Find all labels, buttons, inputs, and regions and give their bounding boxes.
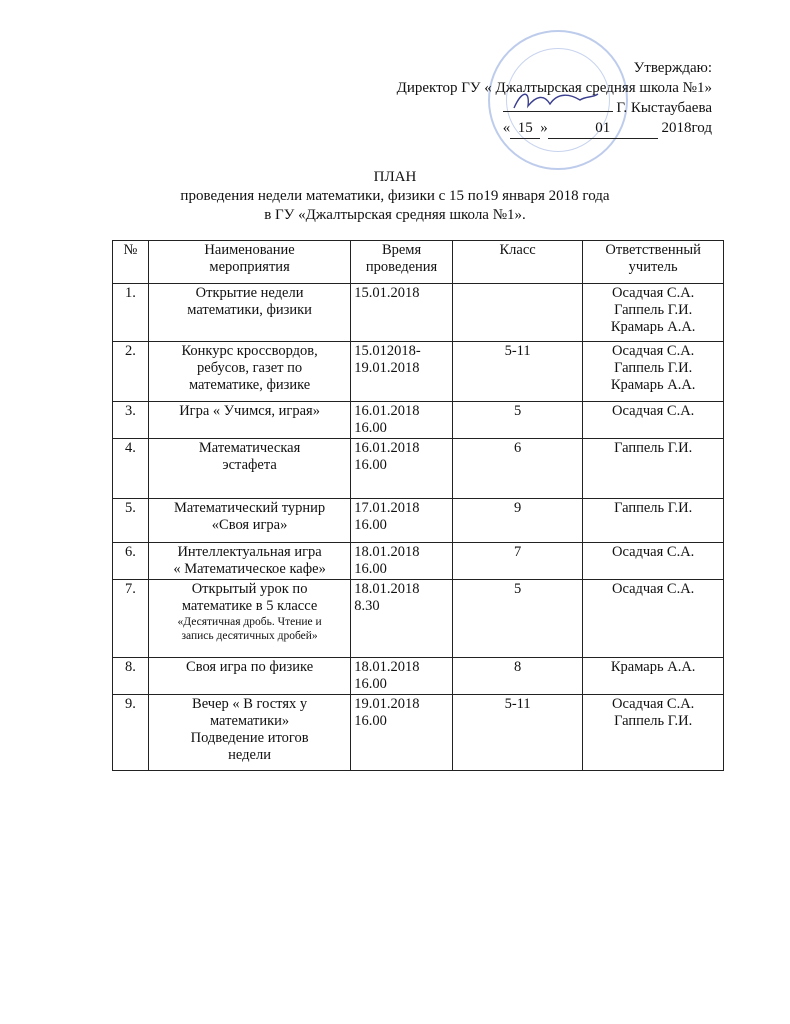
row-event-text: Вечер « В гостях у математики» Подведение итогов недели [190, 696, 309, 763]
title-plan: ПЛАН [373, 169, 417, 185]
row-number-text: 4. [125, 440, 136, 456]
row-teacher-text: Осадчая С.А. Гаппель Г.И. Крамарь А.А. [610, 343, 696, 393]
date-quote-open: « [502, 120, 511, 136]
row-class-text: 5-11 [504, 696, 531, 712]
row-teacher-text: Осадчая С.А. Гаппель Г.И. Крамарь А.А. [610, 285, 696, 335]
row-teacher [583, 284, 724, 342]
row-class [452, 695, 582, 771]
row-number-text: 8. [125, 659, 136, 675]
row-class [452, 402, 582, 439]
row-time-text: 19.01.2018 16.00 [354, 696, 420, 729]
row-time [351, 284, 453, 342]
row-time [351, 402, 453, 439]
table-row [113, 543, 724, 580]
title-subtitle: проведения недели математики, физики с 15 по19 января 2018 года [180, 188, 610, 204]
row-number-text: 2. [125, 343, 136, 359]
row-time [351, 342, 453, 402]
row-event [148, 658, 350, 695]
row-event-text: Игра « Учимся, играя» [179, 403, 320, 419]
row-class-text: 8 [513, 659, 522, 675]
row-time-text: 15.012018- 19.01.2018 [354, 343, 421, 376]
row-event-text: Интеллектуальная игра « Математическое кафе» [173, 544, 326, 577]
row-number [113, 658, 149, 695]
row-time-text: 16.01.2018 16.00 [354, 403, 420, 436]
row-teacher [583, 342, 724, 402]
row-number [113, 402, 149, 439]
approval-block [397, 58, 712, 139]
row-time [351, 439, 453, 499]
row-teacher [583, 543, 724, 580]
row-time [351, 580, 453, 658]
row-event-text: Открытый урок по математике в 5 классе [181, 581, 318, 614]
row-teacher-text: Гаппель Г.И. [614, 500, 693, 516]
row-teacher [583, 402, 724, 439]
approval-date [397, 118, 712, 139]
row-time-text: 18.01.2018 16.00 [354, 544, 420, 577]
approval-title: Утверждаю: [633, 60, 712, 76]
table-row [113, 658, 724, 695]
row-time-text: 18.01.2018 8.30 [354, 581, 420, 614]
table-header-row [113, 241, 724, 284]
row-number-text: 1. [125, 285, 136, 301]
date-month: 01 [548, 118, 658, 139]
row-time-text: 17.01.2018 16.00 [354, 500, 420, 533]
row-event-text: Математический турнир «Своя игра» [174, 500, 326, 533]
date-year: 2018год [661, 120, 712, 136]
row-class [452, 439, 582, 499]
row-number [113, 543, 149, 580]
row-time-text: 18.01.2018 16.00 [354, 659, 420, 692]
header-event: Наименование мероприятия [148, 241, 350, 284]
row-teacher [583, 658, 724, 695]
row-time [351, 499, 453, 543]
row-event [148, 580, 350, 658]
title-school: в ГУ «Джалтырская средняя школа №1». [264, 207, 526, 223]
row-time-text: 16.01.2018 16.00 [354, 440, 420, 473]
header-time: Время проведения [351, 241, 453, 284]
signature-underline [503, 111, 613, 112]
row-class [452, 499, 582, 543]
document-title [0, 168, 790, 225]
table-row [113, 499, 724, 543]
row-event-text: Конкурс кроссвордов, ребусов, газет по математике, физике [181, 343, 318, 393]
row-number [113, 499, 149, 543]
row-event [148, 695, 350, 771]
row-teacher [583, 580, 724, 658]
row-time [351, 543, 453, 580]
row-number [113, 580, 149, 658]
row-class [452, 543, 582, 580]
row-number-text: 6. [125, 544, 136, 560]
row-teacher [583, 695, 724, 771]
row-number-text: 5. [125, 500, 136, 516]
row-number [113, 695, 149, 771]
row-teacher [583, 499, 724, 543]
row-number-text: 9. [125, 696, 136, 712]
row-time [351, 695, 453, 771]
row-class-text: 5-11 [504, 343, 531, 359]
row-number [113, 342, 149, 402]
row-number [113, 284, 149, 342]
header-teacher: Ответственный учитель [583, 241, 724, 284]
row-class [452, 580, 582, 658]
row-teacher-text: Осадчая С.А. [611, 581, 695, 597]
events-table [112, 240, 724, 771]
row-teacher-text: Осадчая С.А. [611, 544, 695, 560]
header-class: Класс [452, 241, 582, 284]
row-event [148, 402, 350, 439]
row-event [148, 284, 350, 342]
row-number-text: 7. [125, 581, 136, 597]
row-event [148, 543, 350, 580]
row-teacher-text: Осадчая С.А. [611, 403, 695, 419]
row-class [452, 284, 582, 342]
table-row [113, 695, 724, 771]
row-event-note: «Десятичная дробь. Чтение и запись десятичных дробей» [177, 616, 322, 642]
row-class-text: 7 [513, 544, 522, 560]
row-time [351, 658, 453, 695]
table-row [113, 439, 724, 499]
row-number [113, 439, 149, 499]
row-event [148, 499, 350, 543]
row-event-text: Своя игра по физике [186, 659, 314, 675]
row-event-text: Открытие недели математики, физики [187, 285, 312, 318]
row-time-text: 15.01.2018 [354, 285, 420, 301]
row-teacher-text: Гаппель Г.И. [614, 440, 693, 456]
table-row [113, 284, 724, 342]
date-day: 15 [510, 118, 540, 139]
row-teacher-text: Осадчая С.А. Гаппель Г.И. [611, 696, 695, 729]
row-teacher [583, 439, 724, 499]
row-event [148, 439, 350, 499]
table-row [113, 580, 724, 658]
table-row [113, 402, 724, 439]
approval-sign-line [397, 98, 712, 118]
approval-name: Г. Кыстаубаева [616, 100, 712, 116]
row-teacher-text: Крамарь А.А. [610, 659, 696, 675]
row-class [452, 658, 582, 695]
row-class-text: 5 [513, 403, 522, 419]
row-number-text: 3. [125, 403, 136, 419]
approval-director: Директор ГУ « Джалтырская средняя школа №1» [396, 80, 712, 96]
row-class-text: 9 [513, 500, 522, 516]
row-event [148, 342, 350, 402]
row-class-text: 5 [513, 581, 522, 597]
row-event-text: Математическая эстафета [198, 440, 301, 473]
table-row [113, 342, 724, 402]
row-class-text: 6 [513, 440, 522, 456]
row-class [452, 342, 582, 402]
header-number: № [113, 241, 149, 284]
date-quote-close: » [540, 120, 548, 136]
